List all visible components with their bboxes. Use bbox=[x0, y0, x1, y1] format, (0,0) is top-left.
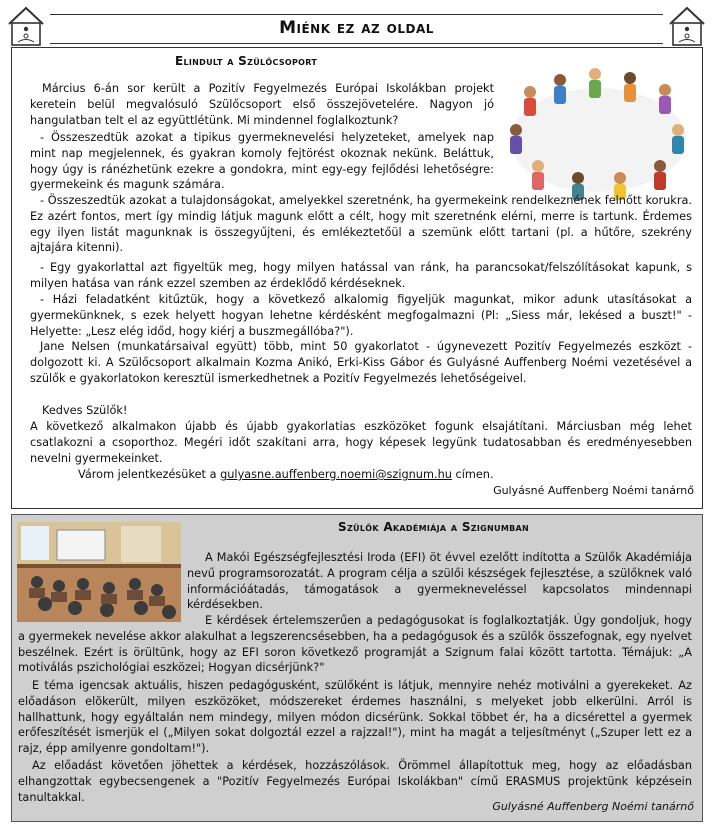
header-rule-top bbox=[50, 14, 663, 15]
parents-circle-illustration bbox=[500, 62, 696, 202]
email-link[interactable]: gulyasne.auffenberg.noemi@szignum.hu bbox=[220, 468, 452, 481]
article1-title: Elindult a Szülőcsoport bbox=[175, 54, 318, 68]
article2-paragraph-2: E kérdések értelemszerűen a pedagógusokat is foglalkoztatják. Úgy gondoljuk, hogy a gyermekek nevelése akkor alakulhat a legszerencsésebben, ha a pedagógusok és a szülők összefognak, egy nyelvet beszélnek. Ezért is örültünk, hogy az EFI soron következő programját a Szignum falai között tartotta. Témájuk: „A motiválás pszichológiai eszközei; Hogyan dicsérjünk?" bbox=[18, 614, 692, 675]
article1-paragraph-6: Jane Nelsen (munkatársaival együtt) több, mint 50 gyakorlatot - úgynevezett Pozitív Fegyelmezés eszközt - dolgozott ki. A Szülőcsoport alkalmain Kozma Anikó, Erki-Kiss Gábor és Gulyásné Auffenberg Noémi vezetésével a szülők e gyakorlatokon keresztül ismerkedhetnek a Pozitív Fegyelmezés lehetőségeivel. bbox=[30, 340, 692, 385]
article1-paragraph-7: A következő alkalmakon újabb és újabb gyakorlatias eszközöket fogunk elsajátítani. Márciusban még lehet csatlakozni a csoporthoz. Megéri időt szakítani arra, hogy képesek legyünk tudatosabban és eredményesebben nevelni gyermekeinket. bbox=[30, 420, 692, 465]
article-parent-group bbox=[11, 47, 703, 509]
article2-paragraph-3: E téma igencsak aktuális, hiszen pedagógusként, szülőként is látjuk, mennyire nehéz motiválni a gyerekeket. Az előadáson elõkerült, milyen eszközöket, módszereket érdemes használni, s melyeket jobb elkerülni. Arról is hallhattunk, hogy egyáltalán nem mindegy, milyen módon dicsérünk. Sokkal többet ér, ha a dicsérettel a gyermek erőfeszítését ismerjük el („Milyen sokat dolgoztál ezzel a rajzzal!"), mint ha magát a teljesítményt („Szuper lett ez a rajz, épp amilyenre gondoltam!"). bbox=[18, 679, 692, 756]
article1-paragraph-2: - Összeszedtük azokat a tipikus gyermeknevelési helyzeteket, amelyek nap mint nap megjelennek, és gyakran komoly fejtörést okoznak nekünk. Beláttuk, hogy úgy is ránézhetünk ezekre a gondokra, mint egy-egy fejlődési lehetőségre: gyermekeink és magunk számára. bbox=[30, 131, 494, 192]
page-header bbox=[0, 0, 713, 50]
article1-paragraph-1: Március 6-án sor került a Pozitív Fegyelmezés Európai Iskolákban projekt keretein belül megvalósuló Szülőcsoport első összejövetelére. Nagyon jó hangulatban telt el az együttlétünk. Mi mindennel foglalkoztunk? bbox=[30, 82, 494, 127]
school-logo-right-icon bbox=[667, 4, 707, 48]
article1-paragraph-4: - Egy gyakorlattal azt figyeltük meg, hogy milyen hatással van ránk, ha parancsokat/felszólításokat kapunk, s milyen hatása van ránk ezzel szemben az érdeklődő kérdéseknek. bbox=[30, 261, 692, 290]
article2-paragraph-1: A Makói Egészségfejlesztési Iroda (EFI) öt évvel ezelőtt indította a Szülők Akadémiája nevű programsorozatát. A program célja a szülői készségek fejlesztése, a szülőknek való információátadás, támogatások a gyermekneveléssel kapcsolatos mindennapi kérdésekben. bbox=[187, 551, 692, 612]
article2-paragraph-4: Az előadást követően jöhettek a kérdések, hozzászólások. Örömmel állapítottuk meg, hogy az előadásban elhangzottak egybecsengenek a "Pozitív Fegyelmezés Európai Iskolákban" című ERASMUS projektünk képzésein tanultakkal. bbox=[18, 759, 692, 804]
article1-paragraph-3: - Összeszedtük azokat a tulajdonságokat, amelyekkel szeretnénk, ha gyermekeink rendelkeznének felnőtt korukra. Ez azért fontos, mert így mindig látjuk magunk előtt a célt, hogy mit szeretnénk elérni, merre is tartunk. Érdemes egy ilyen listát magunknak is összegyűjteni, és emlékeztetőül a szemünk előtt tartani (pl. a hűtőre, szekrény ajtajára kitenni). bbox=[30, 194, 692, 255]
lecture-room-photo bbox=[17, 522, 181, 622]
header-rule-bottom bbox=[50, 43, 663, 44]
article2-title: Szülők Akadémiája a Szignumban bbox=[338, 520, 529, 534]
invite-prefix: Várom jelentkezésüket a bbox=[78, 468, 221, 481]
page-title: Miénk ez az oldal bbox=[279, 18, 434, 38]
article2-signature: Gulyásné Auffenberg Noémi tanárnő bbox=[492, 800, 694, 813]
invite-suffix: címen. bbox=[451, 468, 494, 481]
article1-invite bbox=[30, 467, 692, 483]
article1-signature: Gulyásné Auffenberg Noémi tanárnő bbox=[493, 484, 694, 497]
article-parents-academy bbox=[11, 514, 703, 822]
article1-paragraph-5: - Házi feladatként kitűztük, hogy a következő alkalomig figyeljük magunkat, mikor adunk utasításokat a gyermekünknek, s ezek helyett hogyan lehetne kérdésként megfogalmazni (Pl: „Siess már, lekésed a buszt!" - Helyette: „Lesz elég időd, hogy kiérj a buszmegállóba?"). bbox=[30, 293, 692, 338]
article1-greeting: Kedves Szülők! bbox=[42, 404, 128, 417]
